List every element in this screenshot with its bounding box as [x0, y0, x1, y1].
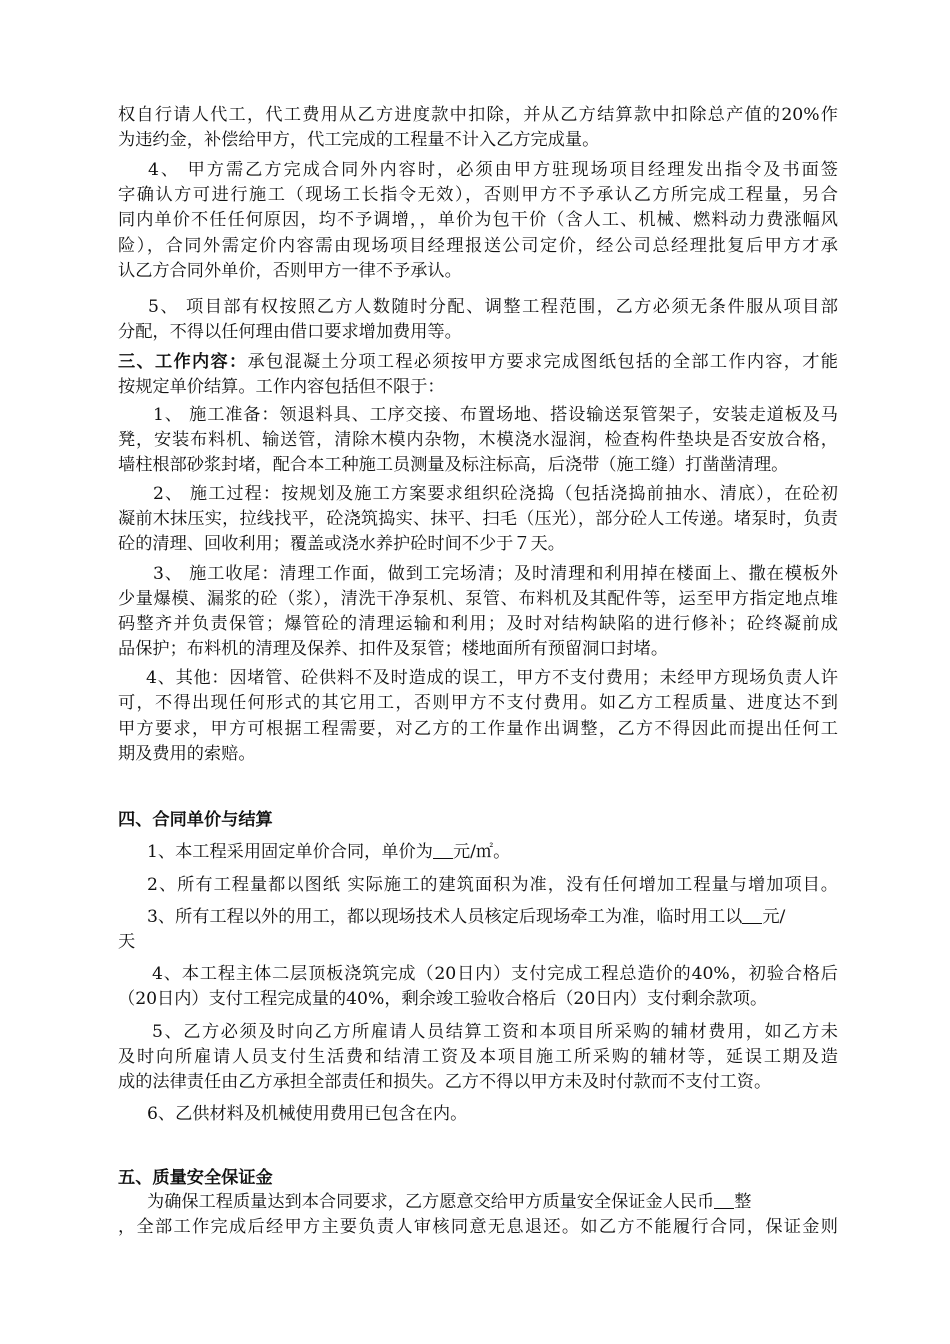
paragraph-line: 分配，不得以任何理由借口要求增加费用等。: [118, 322, 462, 342]
paragraph-line: 及时向所雇请人员支付生活费和结清工资及本项目施工所采购的辅材等，延误工期及造: [118, 1047, 838, 1067]
paragraph-line: 1、 施工准备：领退料具、工序交接、布置场地、搭设输送泵管架子，安装走道板及马: [153, 405, 838, 425]
paragraph-line: 按规定单价结算。工作内容包括但不限于：: [118, 377, 445, 397]
paragraph-line: 1、本工程采用固定单价合同，单价为 元/㎡。: [147, 842, 511, 862]
paragraph-line: 凳，安装布料机、输送管，清除木模内杂物，木模浇水湿润，检查构件垫块是否安放合格，: [118, 430, 838, 450]
deposit-amount-blank: [714, 1191, 734, 1209]
section-four-heading: 四、合同单价与结算: [118, 810, 273, 830]
paragraph-line: 少量爆模、漏浆的砼（浆），清洗干净泵机、泵管、布料机及其配件等，运至甲方指定地点堆: [118, 589, 838, 609]
paragraph-line: 码整齐并负责保管；爆管砼的清理运输和利用；及时对结构缺陷的进行修补；砼终凝前成: [118, 614, 838, 634]
paragraph-line: 4、其他：因堵管、砼供料不及时造成的误工，甲方不支付费用；未经甲方现场负责人许: [146, 668, 838, 688]
paragraph-line: 字确认方可进行施工（现场工长指令无效），否则甲方不予承认乙方所完成工程量，另合: [118, 185, 838, 205]
paragraph-line: 为确保工程质量达到本合同要求，乙方愿意交给甲方质量安全保证金人民币 整: [147, 1192, 752, 1212]
paragraph-line: 甲方要求，甲方可根据工程需要，对乙方的工作量作出调整，乙方不得因此而提出任何工: [118, 719, 838, 739]
paragraph-line: 同内单价不任任何原因，均不予调增，，单价为包干价（含人工、机械、燃料动力费涨幅风: [118, 210, 838, 230]
paragraph-line: 2、 施工过程：按规划及施工方案要求组织砼浇捣（包括浇捣前抽水、清底），在砼初: [153, 484, 838, 504]
paragraph-line: 4、本工程主体二层顶板浇筑完成（20日内）支付完成工程总造价的40%，初验合格后: [152, 964, 838, 984]
paragraph-line: 期及费用的索赔。: [118, 744, 256, 764]
paragraph-line: 可，不得出现任何形式的其它用工，否则甲方不支付费用。如乙方工程质量、进度达不到: [118, 693, 838, 713]
paragraph-line: 为违约金，补偿给甲方，代工完成的工程量不计入乙方完成量。: [118, 130, 600, 150]
labor-rate-blank: [742, 906, 762, 924]
paragraph-line: 品保护；布料机的清理及保养、扣件及泵管；楼地面所有预留洞口封堵。: [118, 639, 669, 659]
paragraph-line: 5、乙方必须及时向乙方所雇请人员结算工资和本项目所采购的辅材费用，如乙方未: [152, 1022, 838, 1042]
paragraph-line: ，全部工作完成后经甲方主要负责人审核同意无息退还。如乙方不能履行合同，保证金则: [118, 1217, 838, 1237]
paragraph-line: 认乙方合同外单价，否则甲方一律不予承认。: [118, 261, 462, 281]
paragraph-line: 3、 施工收尾：清理工作面，做到工完场清；及时清理和利用掉在楼面上、撒在模板外: [153, 564, 838, 584]
section-three-heading: 三、工作内容：: [118, 352, 248, 372]
paragraph-line: 砼的清理、回收利用；覆盖或浇水养护砼时间不少于７天。: [118, 534, 565, 554]
section-five-heading: 五、质量安全保证金: [118, 1168, 273, 1188]
paragraph-line: 墙柱根部砂浆封堵，配合本工种施工员测量及标注标高，后浇带（施工缝）打凿凿清理。: [118, 455, 789, 475]
section-three-line: 三、工作内容：承包混凝土分项工程必须按甲方要求完成图纸包括的全部工作内容，才能: [118, 352, 838, 372]
unit-price-blank: [433, 841, 453, 859]
paragraph-line: 成的法律责任由乙方承担全部责任和损失。乙方不得以甲方未及时付款而不支付工资。: [118, 1072, 772, 1092]
paragraph-line: （20日内）支付工程完成量的40%，剩余竣工验收合格后（20日内）支付剩余款项。: [118, 989, 768, 1009]
paragraph-line: 5、 项目部有权按照乙方人数随时分配、调整工程范围，乙方必须无条件服从项目部: [148, 297, 838, 317]
paragraph-line: 4、 甲方需乙方完成合同外内容时，必须由甲方驻现场项目经理发出指令及书面签: [148, 160, 838, 180]
paragraph-line: 天: [118, 932, 136, 952]
paragraph-line: 2、所有工程量都以图纸 实际施工的建筑面积为准，没有任何增加工程量与增加项目。: [147, 875, 838, 895]
paragraph-line: 凝前木抹压实，拉线找平，砼浇筑捣实、抹平、扫毛（压光），部分砼人工传递。堵泵时，负责: [118, 509, 838, 529]
paragraph-line: 权自行请人代工，代工费用从乙方进度款中扣除，并从乙方结算款中扣除总产值的20%作: [118, 105, 838, 125]
paragraph-line: 6、乙供材料及机械使用费用已包含在内。: [147, 1104, 468, 1124]
paragraph-line: 险），合同外需定价内容需由现场项目经理报送公司定价，经公司总经理批复后甲方才承: [118, 236, 838, 256]
paragraph-line: 3、所有工程以外的用工，都以现场技术人员核定后现场牵工为准，临时用工以 元/: [147, 907, 786, 927]
